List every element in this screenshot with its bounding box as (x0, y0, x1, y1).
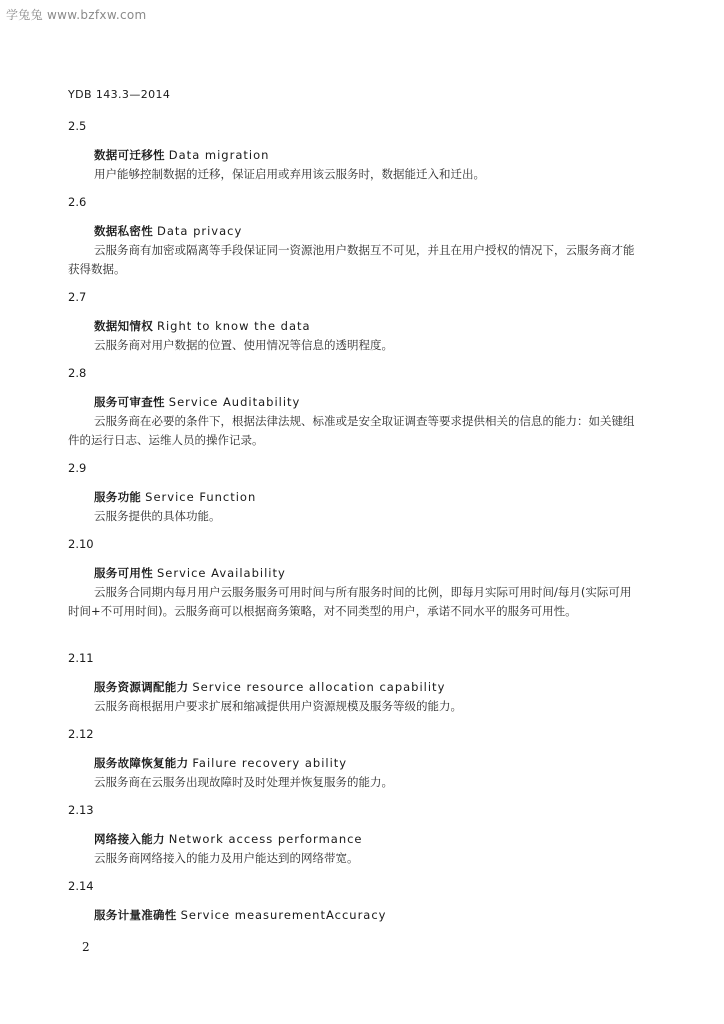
section-number: 2.7 (68, 290, 87, 304)
term-heading (94, 755, 347, 772)
section-number: 2.9 (68, 461, 87, 475)
term-english: Service resource allocation capability (192, 680, 446, 694)
term-heading (94, 147, 269, 164)
definition-section (68, 650, 648, 726)
term-heading (94, 565, 286, 582)
term-english: Data migration (168, 148, 270, 162)
term-definition: 云服务合同期内每月用户云服务服务可用时间与所有服务时间的比例，即每月实际可用时间/每月(实际可用时间+不可用时间)。云服务商可以根据商务策略，对不同类型的用户，承诺不同水平的服务可用性。 (68, 585, 632, 618)
definition-section (68, 536, 648, 650)
definition-section (68, 802, 648, 878)
section-number: 2.11 (68, 651, 94, 665)
term-english: Service Availability (156, 566, 286, 580)
term-chinese: 数据私密性 (94, 224, 153, 238)
term-english: Service Auditability (168, 395, 301, 409)
term-heading (94, 223, 242, 240)
term-definition: 云服务商网络接入的能力及用户能达到的网络带宽。 (94, 851, 359, 865)
term-english: Service measurementAccuracy (180, 908, 387, 922)
term-english: Right to know the data (156, 319, 311, 333)
term-heading (94, 394, 300, 411)
term-definition: 云服务商在云服务出现故障时及时处理并恢复服务的能力。 (94, 775, 393, 789)
term-chinese: 网络接入能力 (94, 832, 165, 846)
term-english: Data privacy (156, 224, 243, 238)
definition-section (68, 289, 648, 365)
term-heading (94, 679, 445, 696)
document-code-header: YDB 143.3—2014 (68, 88, 171, 101)
definition-section (68, 194, 648, 289)
term-chinese: 服务可用性 (94, 566, 153, 580)
section-number: 2.5 (68, 119, 87, 133)
term-chinese: 服务可审查性 (94, 395, 165, 409)
definition-section (68, 878, 648, 954)
term-chinese: 服务功能 (94, 490, 142, 504)
term-chinese: 服务资源调配能力 (94, 680, 189, 694)
term-chinese: 服务故障恢复能力 (94, 756, 189, 770)
term-heading (94, 489, 256, 506)
term-definition: 云服务商有加密或隔离等手段保证同一资源池用户数据互不可见，并且在用户授权的情况下，云服务商才能获得数据。 (68, 243, 635, 276)
section-number: 2.12 (68, 727, 94, 741)
term-definition: 云服务商根据用户要求扩展和缩减提供用户资源规模及服务等级的能力。 (94, 699, 462, 713)
term-chinese: 数据可迁移性 (94, 148, 165, 162)
term-definition: 云服务商在必要的条件下，根据法律法规、标准或是安全取证调查等要求提供相关的信息的能力：如关键组件的运行日志、运维人员的操作记录。 (68, 414, 635, 447)
page-number: 2 (82, 940, 90, 954)
term-definition: 云服务提供的具体功能。 (94, 509, 221, 523)
term-definition: 用户能够控制数据的迁移，保证启用或弃用该云服务时，数据能迁入和迁出。 (94, 167, 485, 181)
term-chinese: 服务计量准确性 (94, 908, 177, 922)
section-number: 2.14 (68, 879, 94, 893)
term-chinese: 数据知情权 (94, 319, 153, 333)
site-watermark: 学兔兔 www.bzfxw.com (6, 8, 147, 22)
term-heading (94, 831, 363, 848)
term-heading (94, 318, 311, 335)
term-english: Network access performance (168, 832, 363, 846)
term-english: Service Function (145, 490, 257, 504)
section-number: 2.13 (68, 803, 94, 817)
section-number: 2.8 (68, 366, 87, 380)
definition-section (68, 365, 648, 460)
definition-section (68, 726, 648, 802)
term-definition: 云服务商对用户数据的位置、使用情况等信息的透明程度。 (94, 338, 393, 352)
term-heading (94, 907, 386, 924)
section-number: 2.10 (68, 537, 94, 551)
definitions-list (68, 118, 648, 954)
section-number: 2.6 (68, 195, 87, 209)
term-english: Failure recovery ability (192, 756, 348, 770)
definition-section (68, 118, 648, 194)
definition-section (68, 460, 648, 536)
